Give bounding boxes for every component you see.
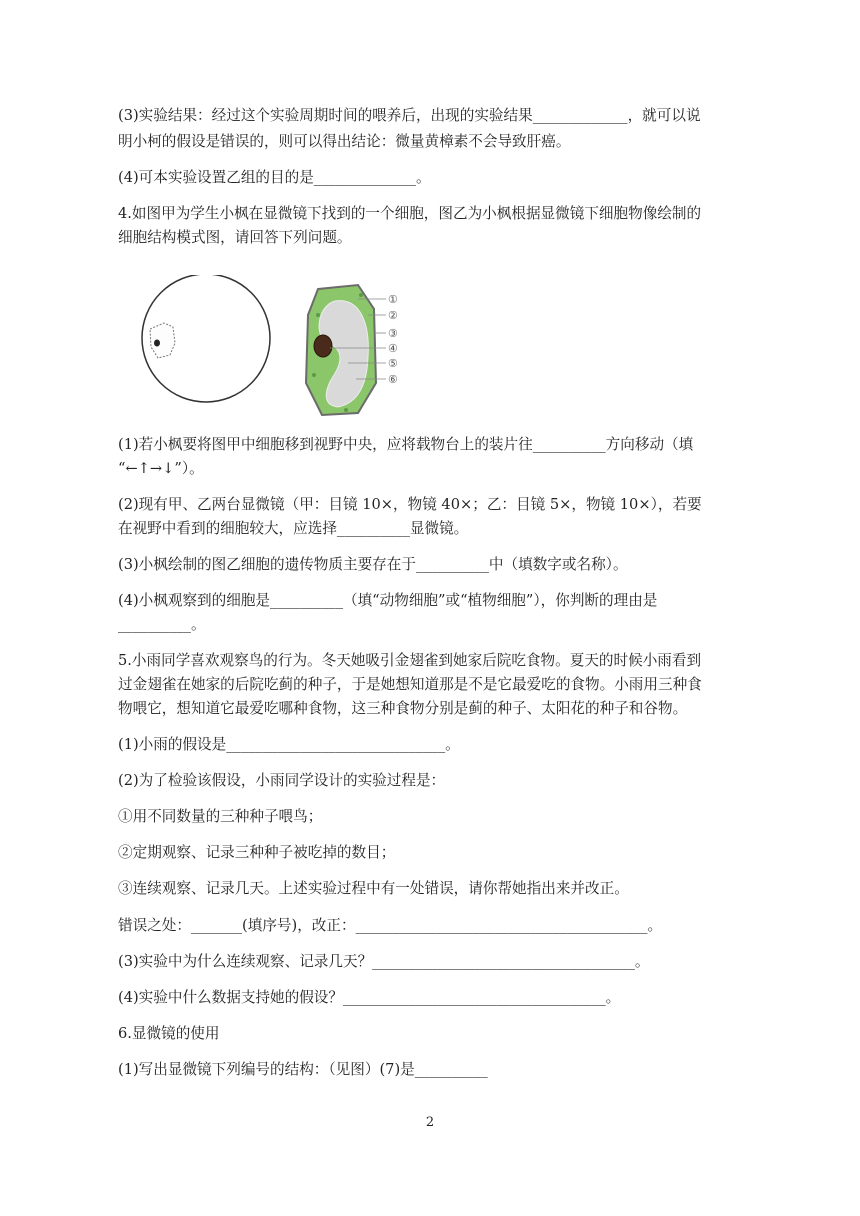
question-5-stem-line2: 过金翅雀在她家的后院吃蓟的种子，于是她想知道那是不是它最爱吃的食物。小雨用三种食: [118, 676, 702, 693]
question-4-part4-line2: __________。: [118, 616, 206, 633]
question-4-part3: (3)小枫绘制的图乙细胞的遗传物质主要存在于__________中（填数字或名称）。: [118, 556, 628, 573]
question-5-part3: (3)实验中为什么连续观察、记录几天？____________________________________。: [118, 953, 650, 970]
cell-figure: [138, 275, 438, 425]
question-3-part3-line1: (3)实验结果：经过这个实验周期时间的喂养后，出现的实验结果_____________，就可以说: [118, 107, 701, 124]
question-5-step1: ①用不同数量的三种种子喂鸟；: [118, 808, 323, 825]
question-4-part2-line2: 在视野中看到的细胞较大，应选择__________显微镜。: [118, 520, 469, 537]
figure-label-4: ④: [388, 342, 398, 355]
plant-cell-diagram: [306, 285, 398, 415]
question-4-stem-line1: 4.如图甲为学生小枫在显微镜下找到的一个细胞，图乙为小枫根据显微镜下细胞物像绘制的: [118, 205, 702, 222]
question-6-stem: 6.显微镜的使用: [118, 1025, 220, 1042]
microscope-field-of-view: [142, 275, 270, 402]
question-3-part3-line2: 明小柯的假设是错误的，则可以得出结论：微量黄樟素不会导致肝癌。: [118, 133, 571, 150]
figure-label-2: ②: [388, 309, 398, 322]
question-5-step3: ③连续观察、记录几天。上述实验过程中有一处错误，请你帮她指出来并改正。: [118, 880, 629, 897]
figure-label-1: ①: [388, 293, 398, 306]
question-4-part1-line2: “←↑→↓”）。: [118, 460, 204, 477]
question-5-error-line: 错误之处：_______(填序号)，改正：________________________________________。: [118, 917, 663, 934]
question-5-stem-line1: 5.小雨同学喜欢观察鸟的行为。冬天她吸引金翅雀到她家后院吃食物。夏天的时候小雨看到: [118, 652, 702, 669]
question-6-part1: (1)写出显微镜下列编号的结构：（见图）(7)是__________: [118, 1061, 488, 1078]
cell-figure-svg: [138, 275, 438, 425]
question-4-part2-line1: (2)现有甲、乙两台显微镜（甲：目镜 10×，物镜 40×；乙：目镜 5×，物镜 10×），若要: [118, 496, 702, 513]
question-4-stem-line2: 细胞结构模式图，请回答下列问题。: [118, 229, 352, 246]
question-4-part4-line1: (4)小枫观察到的细胞是__________（填“动物细胞”或“植物细胞”），你判断的理由是: [118, 592, 658, 609]
question-5-part4: (4)实验中什么数据支持她的假设？____________________________________。: [118, 989, 621, 1006]
question-5-part1: (1)小雨的假设是______________________________。: [118, 736, 460, 753]
question-5-step2: ②定期观察、记录三种种子被吃掉的数目；: [118, 844, 396, 861]
figure-label-5: ⑤: [388, 357, 398, 370]
figure-label-3: ③: [388, 327, 398, 340]
question-4-part1-line1: (1)若小枫要将图甲中细胞移到视野中央，应将载物台上的装片往__________方向移动（填: [118, 436, 694, 453]
question-5-stem-line3: 物喂它，想知道它最爱吃哪种食物，这三种食物分别是蓟的种子、太阳花的种子和谷物。: [118, 700, 688, 717]
question-3-part4: (4)可本实验设置乙组的目的是______________。: [118, 169, 431, 186]
page-number: 2: [425, 1115, 435, 1130]
figure-label-6: ⑥: [388, 373, 398, 386]
question-5-part2: (2)为了检验该假设，小雨同学设计的实验过程是：: [118, 772, 446, 789]
